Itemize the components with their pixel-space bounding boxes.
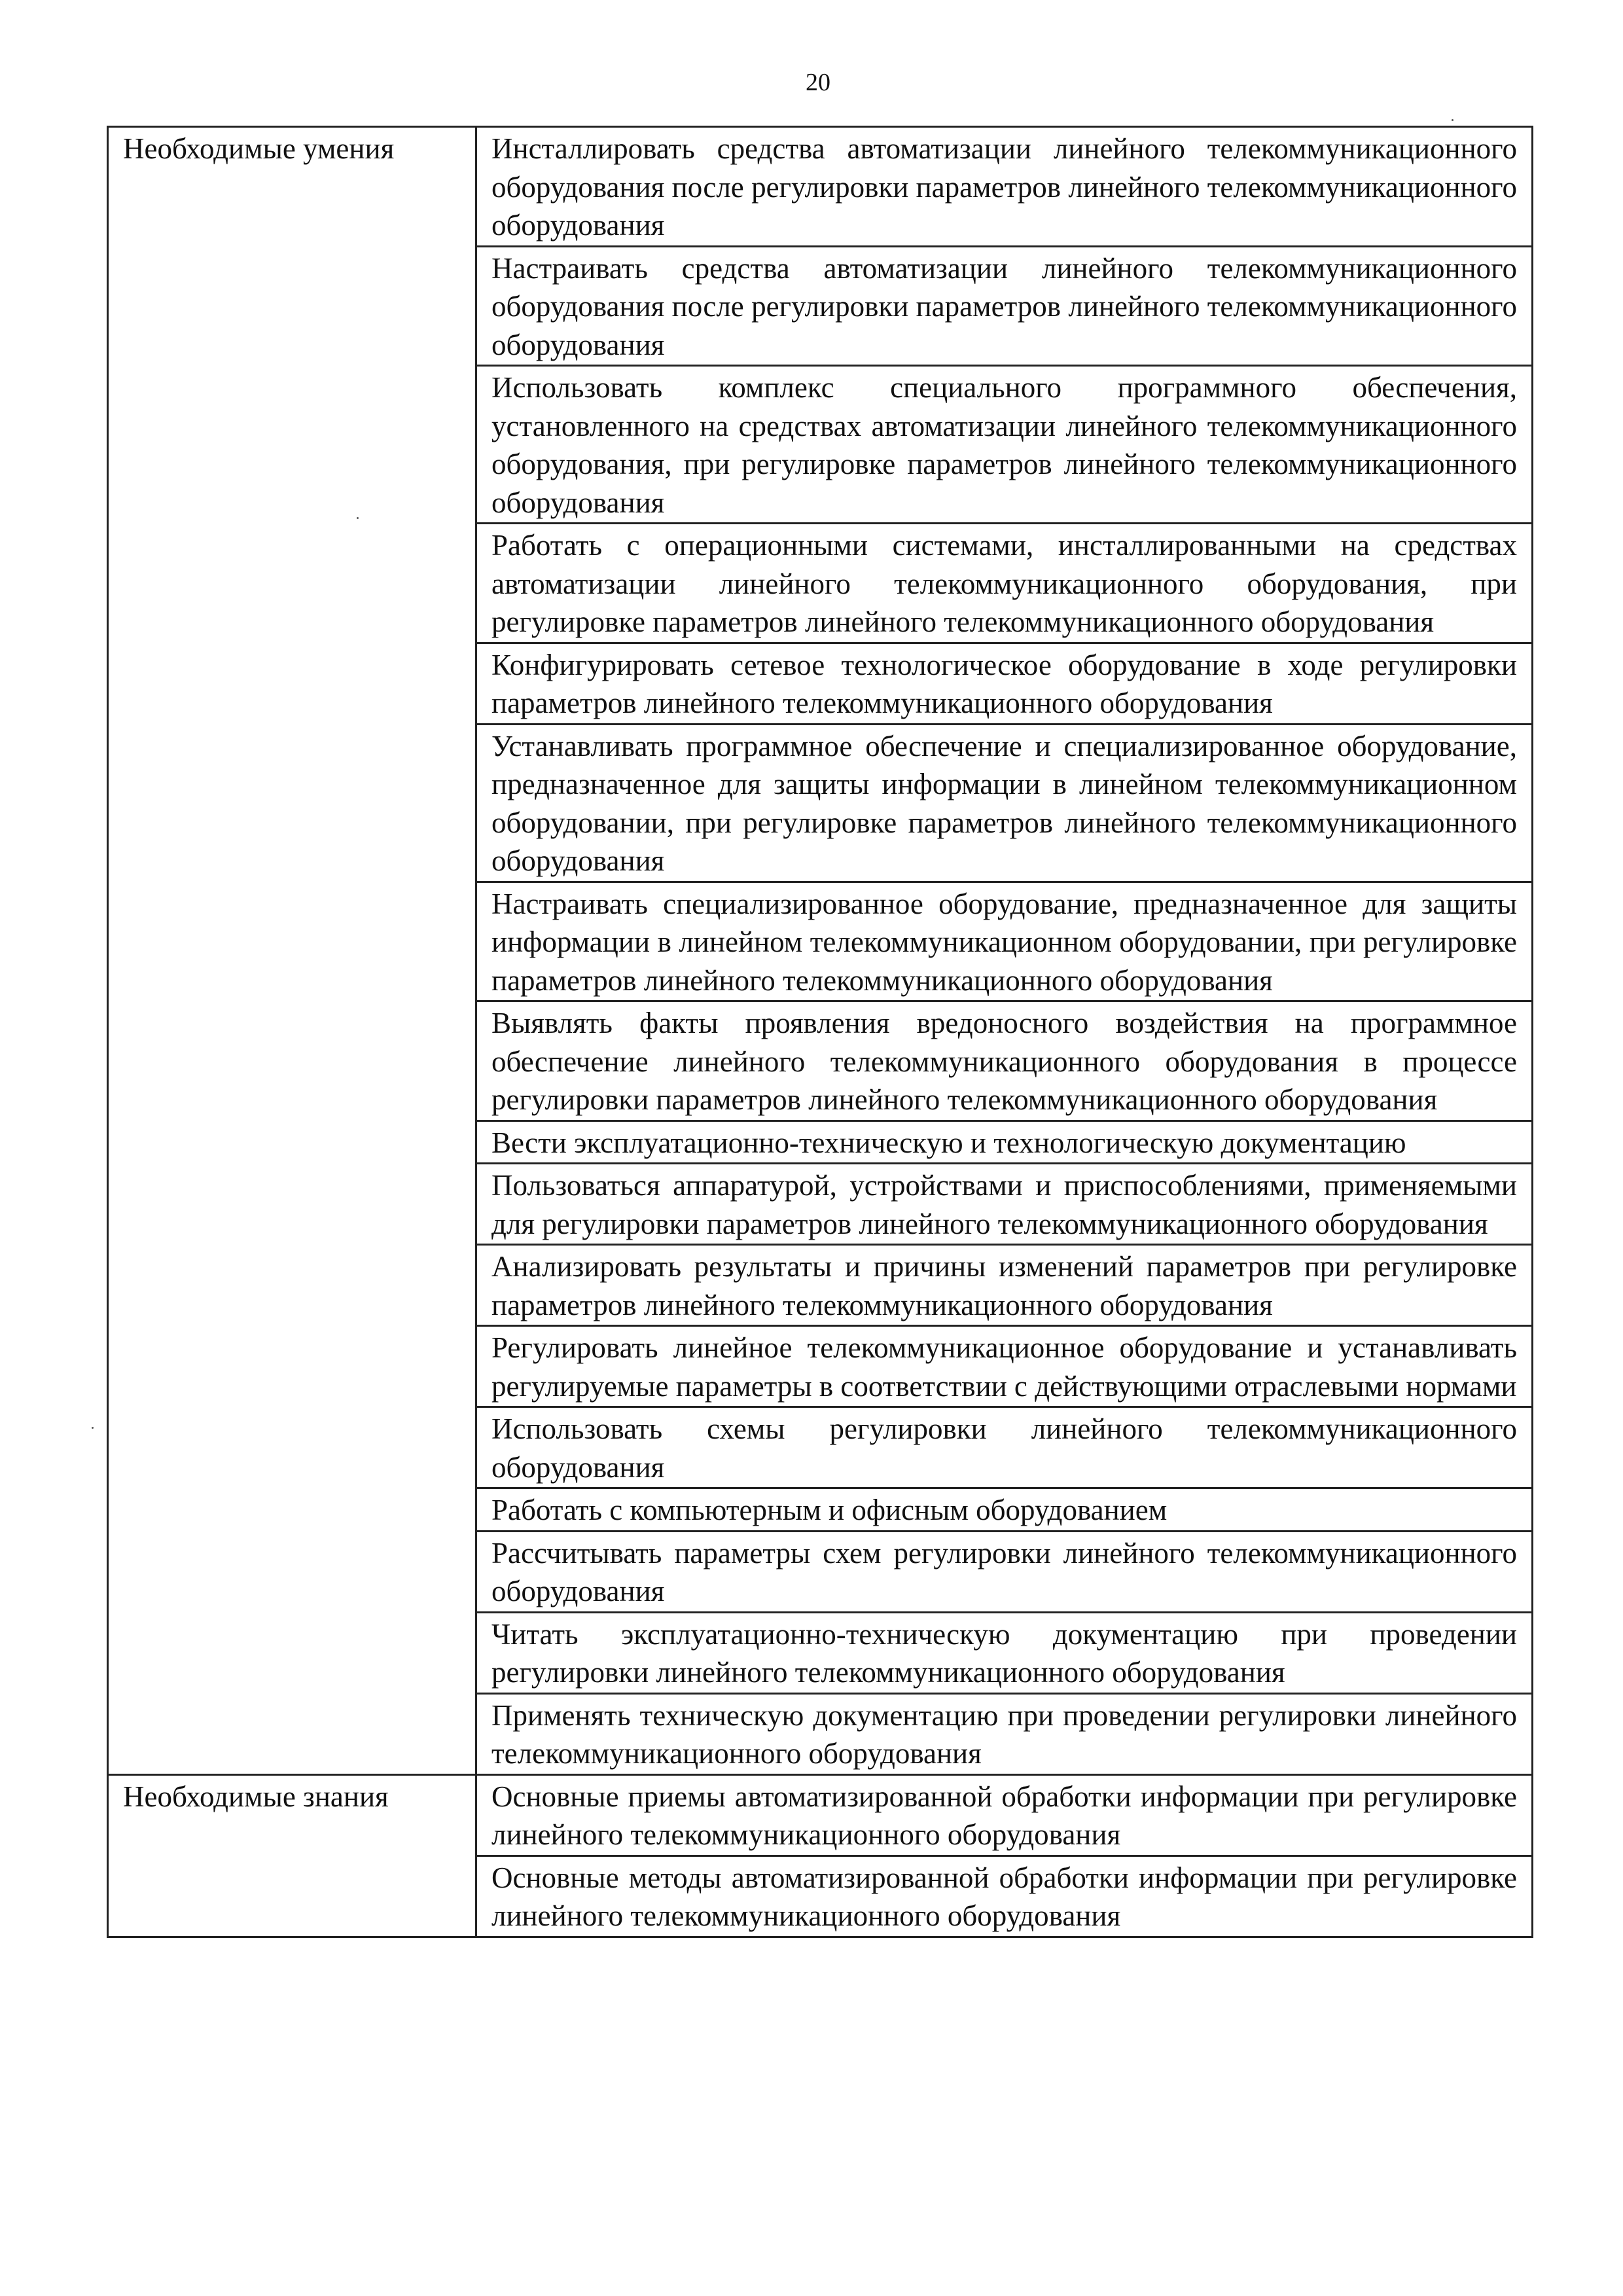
- table-cell: [476, 1245, 1533, 1326]
- item-text: Применять техническую документацию при проведении регулировки линейного телекоммуникационного оборудования: [491, 1698, 1517, 1770]
- item-text: Основные приемы автоматизированной обработки информации при регулировке линейного телекоммуникационного оборудования: [491, 1780, 1517, 1851]
- table-cell: [476, 366, 1533, 524]
- table-cell: [476, 1121, 1533, 1164]
- item-text: Использовать комплекс специального программного обеспечения, установленного на средствах автоматизации линейного телекоммуникационного оборудования, при регулировке параметров линейного телекоммуникационного оборудования: [491, 371, 1517, 519]
- item-text: Анализировать результаты и причины изменений параметров при регулировке параметров линейного телекоммуникационного оборудования: [491, 1250, 1517, 1321]
- table-row: [108, 127, 1533, 247]
- table-cell: [476, 1693, 1533, 1774]
- table-cell: [476, 1001, 1533, 1121]
- table-cell: [476, 1488, 1533, 1532]
- table-cell: [476, 1407, 1533, 1488]
- section-label-skills: Необходимые умения: [108, 127, 476, 1775]
- item-text: Пользоваться аппаратурой, устройствами и приспособлениями, применяемыми для регулировки параметров линейного телекоммуникационного оборудования: [491, 1169, 1517, 1240]
- item-text: Основные методы автоматизированной обработки информации при регулировке линейного телекоммуникационного оборудования: [491, 1861, 1517, 1932]
- table-cell: [476, 1856, 1533, 1937]
- section-label-knowledge: Необходимые знания: [108, 1774, 476, 1937]
- item-text: Работать с компьютерным и офисным оборудованием: [491, 1494, 1168, 1526]
- item-text: Вести эксплуатационно-техническую и технологическую документацию: [491, 1126, 1406, 1159]
- table-cell: [476, 127, 1533, 247]
- table-cell: [476, 246, 1533, 366]
- page-number: 20: [806, 69, 830, 96]
- item-text: Регулировать линейное телекоммуникационное оборудование и устанавливать регулируемые параметры в соответствии с действующими отраслевыми нормами: [491, 1331, 1517, 1403]
- item-text: Выявлять факты проявления вредоносного воздействия на программное обеспечение линейного телекоммуникационного оборудования в процессе регулировки параметров линейного телекоммуникационного оборудования: [491, 1007, 1517, 1116]
- table-row: [108, 1774, 1533, 1856]
- item-text: Рассчитывать параметры схем регулировки линейного телекоммуникационного оборудования: [491, 1536, 1517, 1607]
- table-cell: [476, 724, 1533, 882]
- item-text: Инсталлировать средства автоматизации линейного телекоммуникационного оборудования после регулировки параметров линейного телекоммуникационного оборудования: [491, 132, 1517, 242]
- table-cell: [476, 1326, 1533, 1407]
- table-cell: [476, 1612, 1533, 1693]
- table-cell: [476, 643, 1533, 724]
- table-cell: [476, 524, 1533, 643]
- table-cell: [476, 1164, 1533, 1245]
- item-text: Устанавливать программное обеспечение и специализированное оборудование, предназначенное для защиты информации в линейном телекоммуникационном оборудовании, при регулировке параметров линейного телекоммуникационного оборудования: [491, 729, 1517, 877]
- item-text: Конфигурировать сетевое технологическое оборудование в ходе регулировки параметров линейного телекоммуникационного оборудования: [491, 648, 1517, 719]
- table-cell: [476, 1774, 1533, 1856]
- item-text: Читать эксплуатационно-техническую документацию при проведении регулировки линейного телекоммуникационного оборудования: [491, 1617, 1517, 1689]
- scan-speck: [92, 1427, 94, 1429]
- table-cell: [476, 882, 1533, 1001]
- scan-speck: [1452, 119, 1454, 121]
- table-cell: [476, 1531, 1533, 1612]
- table-body: [108, 127, 1533, 1937]
- item-text: Настраивать специализированное оборудование, предназначенное для защиты информации в линейном телекоммуникационном оборудовании, при регулировке параметров линейного телекоммуникационного оборудования: [491, 887, 1517, 997]
- item-text: Использовать схемы регулировки линейного телекоммуникационного оборудования: [491, 1412, 1517, 1484]
- skills-knowledge-table: [107, 126, 1533, 1938]
- item-text: Работать с операционными системами, инсталлированными на средствах автоматизации линейного телекоммуникационного оборудования, при регулировке параметров линейного телекоммуникационного оборудования: [491, 529, 1517, 638]
- item-text: Настраивать средства автоматизации линейного телекоммуникационного оборудования после регулировки параметров линейного телекоммуникационного оборудования: [491, 251, 1517, 361]
